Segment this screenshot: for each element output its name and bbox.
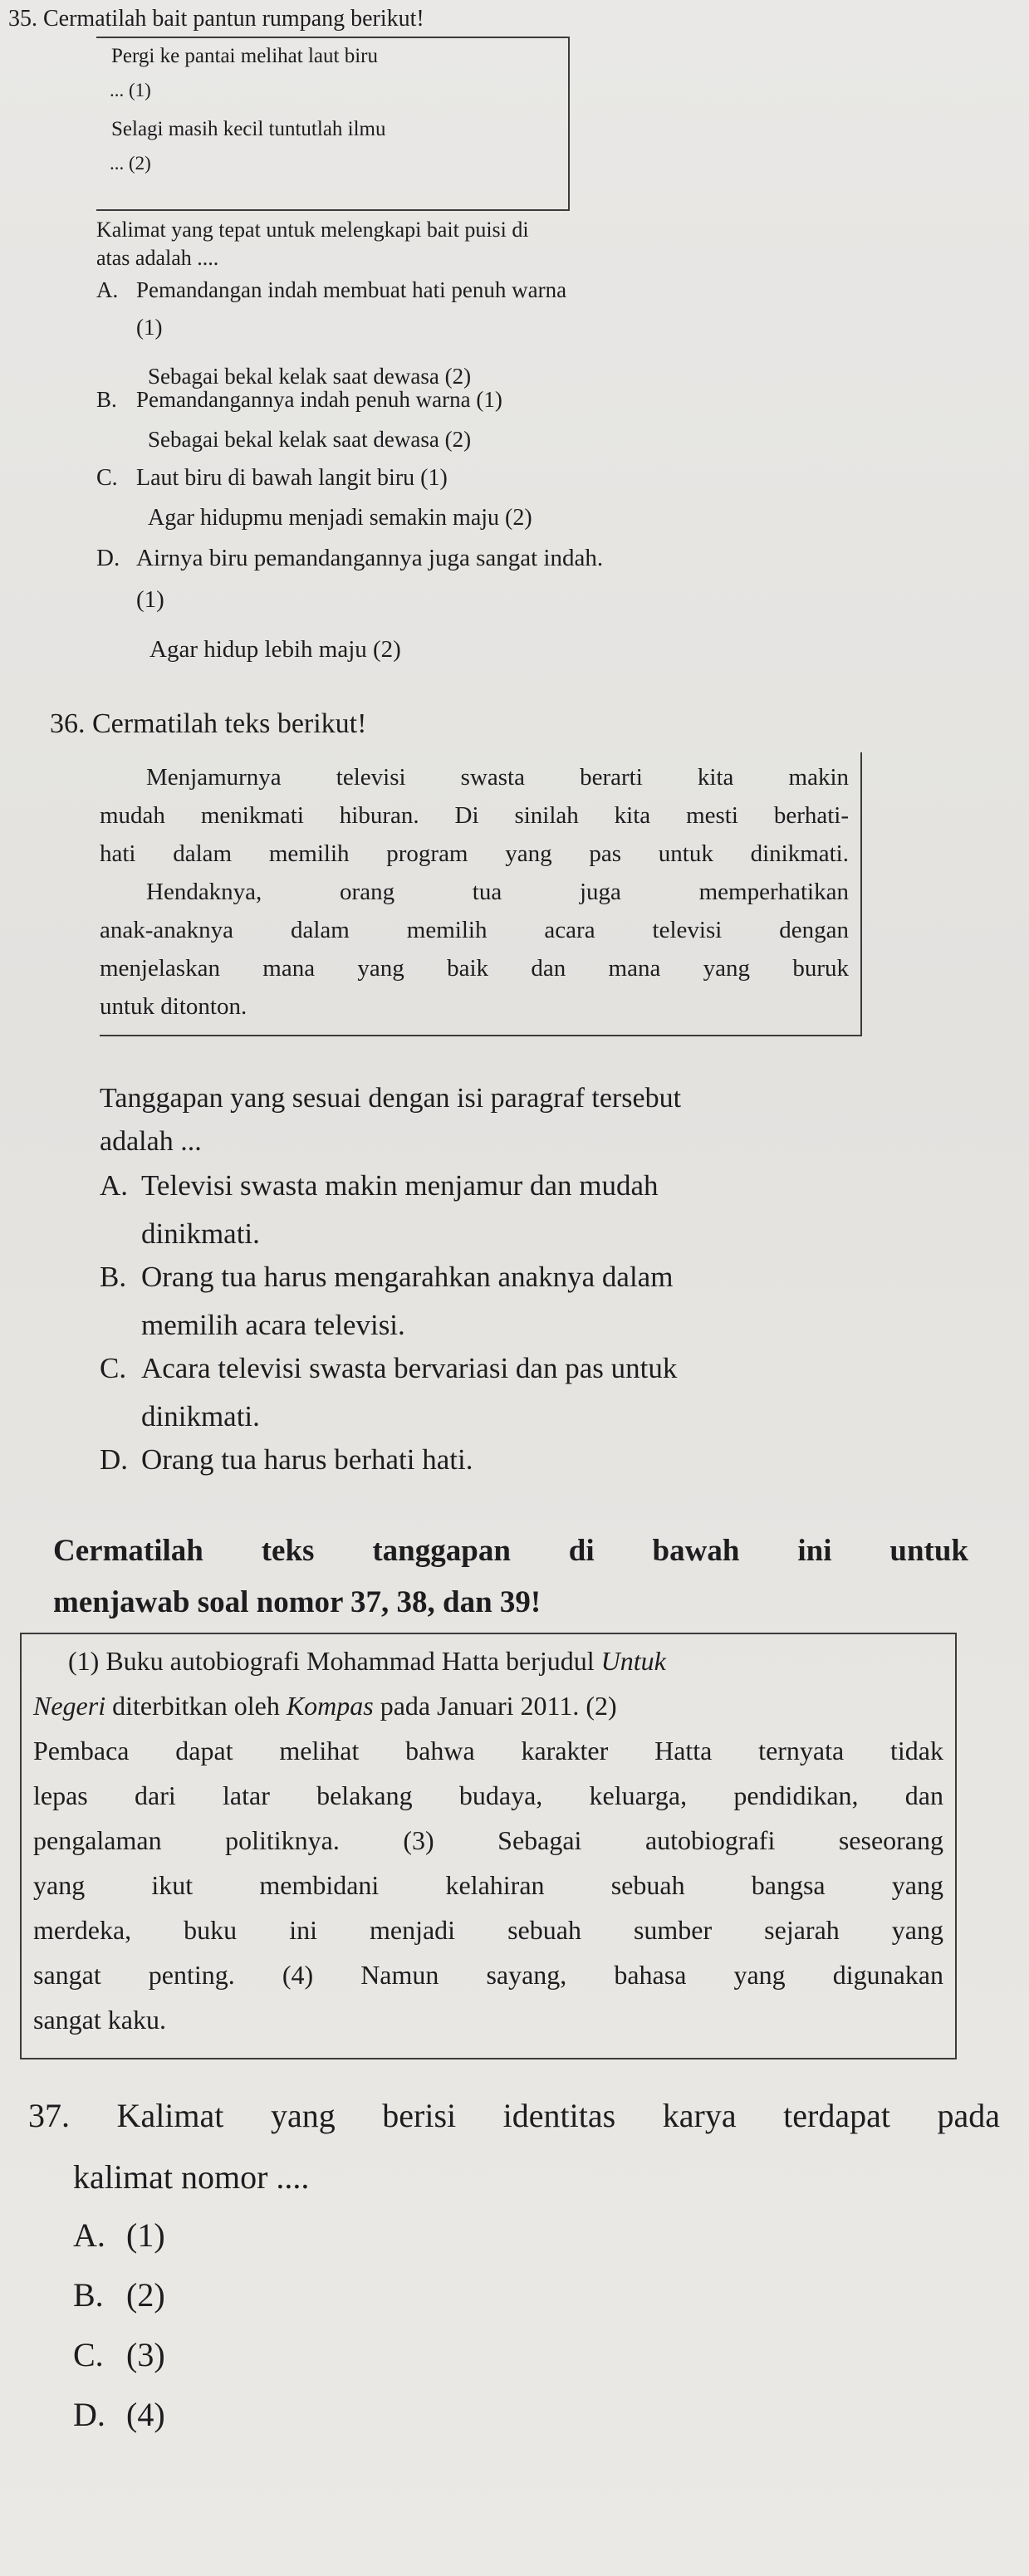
pantun-line-4: ... (2) — [110, 153, 151, 174]
q37-option-d[interactable] — [73, 2395, 322, 2445]
passage-line: untuk ditonton. — [100, 993, 247, 1020]
option-label: C. — [100, 1352, 127, 1384]
q36-option-b[interactable] — [100, 1261, 930, 1352]
option-text-line-3: Agar hidup lebih maju (2) — [149, 636, 401, 663]
q35-option-d[interactable] — [96, 545, 844, 669]
option-label: B. — [100, 1261, 127, 1293]
pantun-box — [96, 37, 570, 211]
option-label: A. — [100, 1169, 129, 1202]
option-text-line-1: Televisi swasta makin menjamur dan mudah — [141, 1169, 659, 1202]
pantun-line-1: Pergi ke pantai melihat laut biru — [111, 45, 378, 67]
option-text-line-1: Laut biru di bawah langit biru (1) — [136, 465, 448, 491]
passage-line: hati dalam memilih program yang pas untuk dinikmati. — [100, 840, 849, 867]
question-35-stem-1: Kalimat yang tepat untuk melengkapi bait puisi di — [96, 218, 529, 242]
option-text-line-1: Orang tua harus mengarahkan anaknya dalam — [141, 1261, 674, 1293]
review-line-8: sangat penting. (4) Namun sayang, bahasa yang digunakan — [33, 1960, 943, 1990]
option-label: C. — [73, 2336, 104, 2373]
q35-option-b[interactable] — [96, 387, 844, 462]
option-text-line-3: Sebagai bekal kelak saat dewasa (2) — [148, 364, 472, 389]
pantun-line-2: ... (1) — [110, 80, 151, 100]
q37-option-c[interactable] — [73, 2335, 322, 2385]
q36-option-d[interactable] — [100, 1443, 930, 1493]
option-text: (2) — [126, 2276, 165, 2314]
option-label: D. — [73, 2396, 105, 2433]
pantun-line-3: Selagi masih kecil tuntutlah ilmu — [111, 118, 386, 140]
review-line-7: merdeka, buku ini menjadi sebuah sumber sejarah yang — [33, 1915, 943, 1945]
question-35-title: 35. Cermatilah bait pantun rumpang berikut! — [8, 6, 424, 32]
option-text-line-2: Sebagai bekal kelak saat dewasa (2) — [148, 427, 472, 452]
option-text: (4) — [126, 2396, 165, 2433]
option-text-line-2: (1) — [136, 586, 164, 613]
question-37-stem-line-1: 37. Kalimat yang berisi identitas karya terdapat pada — [28, 2097, 1000, 2134]
option-label: A. — [73, 2216, 105, 2254]
review-line-6: yang ikut membidani kelahiran sebuah bangsa yang — [33, 1870, 943, 1900]
option-text-line-2: dinikmati. — [141, 1400, 260, 1432]
question-36-stem-1: Tanggapan yang sesuai dengan isi paragraf tersebut — [100, 1083, 682, 1114]
review-line-4: lepas dari latar belakang budaya, keluarga, pendidikan, dan — [33, 1780, 943, 1810]
q35-option-a[interactable] — [96, 277, 844, 394]
q36-option-c[interactable] — [100, 1352, 930, 1443]
question-36-passage-box — [100, 752, 862, 1036]
q37-option-b[interactable] — [73, 2275, 322, 2325]
q37-option-a[interactable] — [73, 2216, 322, 2265]
option-label: B. — [96, 387, 117, 412]
option-text-line-2: Agar hidupmu menjadi semakin maju (2) — [148, 505, 532, 531]
option-label: D. — [100, 1443, 129, 1476]
question-35-stem-2: atas adalah .... — [96, 246, 219, 270]
option-text-line-1: Pemandangannya indah penuh warna (1) — [136, 387, 502, 412]
question-37-stem-line-2: kalimat nomor .... — [73, 2158, 310, 2196]
option-label: A. — [96, 277, 119, 302]
review-line-5: pengalaman politiknya. (3) Sebagai autobiografi seseorang — [33, 1825, 943, 1855]
instruction-heading-line-2: menjawab soal nomor 37, 38, dan 39! — [53, 1585, 541, 1619]
passage-line: menjelaskan mana yang baik dan mana yang buruk — [100, 955, 849, 982]
option-text: (3) — [126, 2336, 165, 2373]
option-text-line-2: memilih acara televisi. — [141, 1309, 405, 1341]
passage-line: mudah menikmati hiburan. Di sinilah kita mesti berhati- — [100, 802, 849, 829]
review-line-1: (1) Buku autobiografi Mohammad Hatta berjudul Untuk — [68, 1646, 666, 1676]
q35-option-c[interactable] — [96, 465, 844, 540]
option-label: C. — [96, 465, 118, 491]
passage-line: anak-anaknya dalam memilih acara televisi dengan — [100, 917, 849, 943]
passage-line: Hendaknya, orang tua juga memperhatikan — [146, 879, 849, 905]
passage-line: Menjamurnya televisi swasta berarti kita makin — [146, 764, 849, 791]
option-text-line-1: Airnya biru pemandangannya juga sangat indah. — [136, 545, 604, 571]
question-36-title: 36. Cermatilah teks berikut! — [50, 708, 367, 739]
option-label: D. — [96, 545, 120, 571]
review-line-3: Pembaca dapat melihat bahwa karakter Hatta ternyata tidak — [33, 1736, 943, 1765]
review-line-2: Negeri diterbitkan oleh Kompas pada Januari 2011. (2) — [33, 1691, 617, 1721]
review-line-9: sangat kaku. — [33, 2005, 166, 2035]
option-text-line-2: dinikmati. — [141, 1217, 260, 1250]
option-text-line-1: Pemandangan indah membuat hati penuh warna — [136, 277, 567, 302]
q36-option-a[interactable] — [100, 1169, 930, 1261]
option-text-line-1: Orang tua harus berhati hati. — [141, 1443, 473, 1476]
question-36-stem-2: adalah ... — [100, 1126, 202, 1157]
instruction-heading-line-1: Cermatilah teks tanggapan di bawah ini untuk — [53, 1534, 968, 1568]
option-label: B. — [73, 2276, 104, 2314]
review-passage-box — [20, 1633, 957, 2059]
option-text-line-1: Acara televisi swasta bervariasi dan pas untuk — [141, 1352, 678, 1384]
option-text-line-2: (1) — [136, 315, 163, 340]
option-text: (1) — [126, 2216, 165, 2254]
